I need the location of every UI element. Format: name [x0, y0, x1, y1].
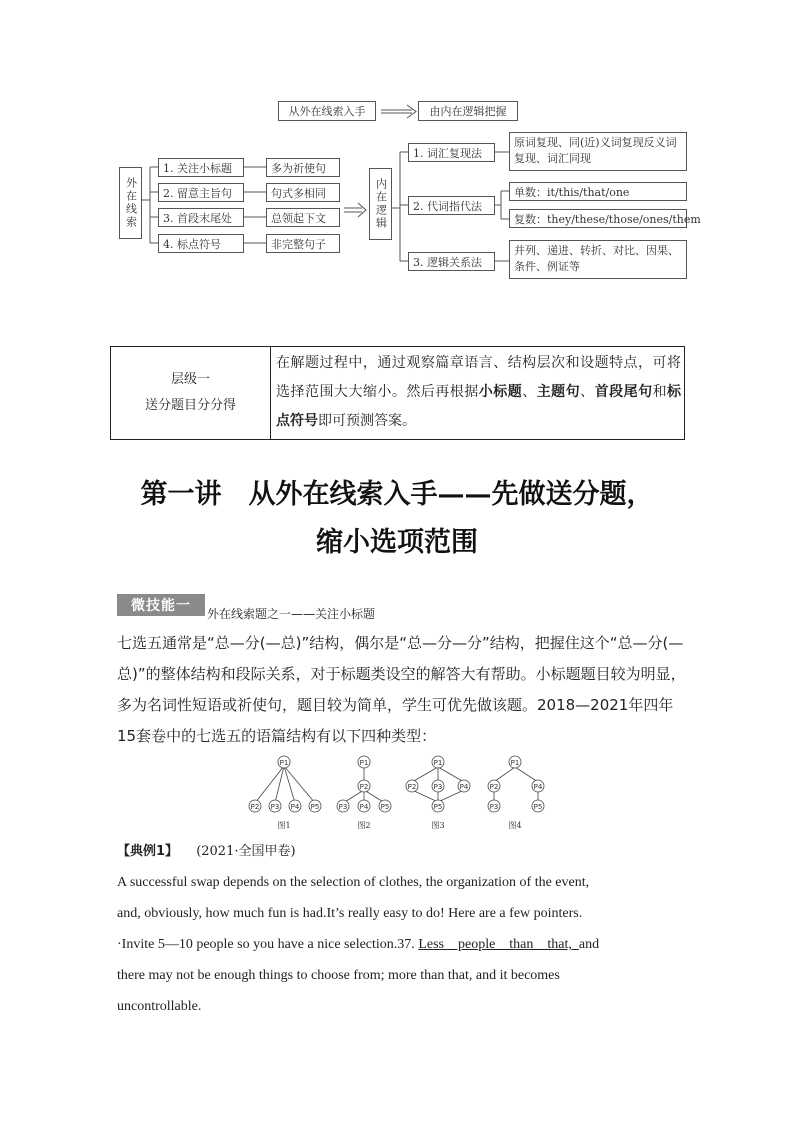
node-label: P1	[510, 759, 520, 767]
outer-item-label: 4. 标点符号	[158, 234, 244, 253]
node-label: P3	[433, 783, 443, 791]
passage-line	[117, 937, 677, 953]
node-label: P3	[270, 803, 280, 811]
outer-item-label: 2. 留意主旨句	[158, 183, 244, 202]
inner-item-detail: 单数：it/this/that/one	[509, 182, 687, 201]
passage-line: uncontrollable.	[117, 999, 202, 1014]
outer-item-result: 非完整句子	[266, 234, 340, 253]
figure-label: 图1	[277, 821, 291, 830]
desc-sep: 、	[522, 384, 537, 400]
example-header	[117, 840, 296, 859]
node-label: P5	[433, 803, 443, 811]
node-label: P5	[380, 803, 390, 811]
figure-label: 图3	[431, 821, 445, 830]
node-label: P3	[338, 803, 348, 811]
answer-underlined: Less people than that,	[418, 937, 579, 952]
outer-item-label: 3. 首段末尾处	[158, 208, 244, 227]
structure-diagrams	[240, 755, 560, 835]
keyword: 标点符号	[276, 384, 682, 429]
level-subtitle: 送分题目分分得	[144, 398, 236, 413]
node-label: P1	[433, 759, 443, 767]
inner-item-label: 3. 逻辑关系法	[408, 252, 495, 271]
intro-paragraph	[117, 628, 687, 752]
example-label: 【典例1】	[117, 844, 179, 859]
node-label: P4	[459, 783, 469, 791]
node-label: P5	[533, 803, 543, 811]
passage	[117, 875, 677, 1025]
intro-text: 七选五通常是“总—分(—总)”结构，偶尔是“总—分—分”结构，把握住这个“总—分(—总)”的整体结构和段际关系，对于标题类设空的解答大有帮助。小标题题目较为明显，多为名词性短语或祈使句，题目较为简单，学生可优先做该题。2018—2021年四年15套卷中的七选五的语篇结构有以下四种类型：	[117, 634, 686, 745]
inner-item-label: 1. 词汇复现法	[408, 143, 495, 162]
node-label: P1	[279, 759, 289, 767]
passage-text: and	[578, 937, 600, 952]
outer-clue-header: 从外在线索入手	[278, 101, 376, 121]
keyword: 首段尾句	[594, 384, 653, 400]
outer-item-result: 多为祈使句	[266, 158, 340, 177]
node-label: P2	[489, 783, 499, 791]
node-label: P4	[290, 803, 300, 811]
keyword: 小标题	[478, 384, 523, 400]
figure-label: 图2	[357, 821, 371, 830]
passage-line: and, obviously, how much fun is had.It’s really easy to do! Here are a few pointers.	[117, 906, 583, 921]
desc-text: 在解题过程中，通过观察篇章语言、结构层次和设题特点，可将选择范围大大缩小。然后再根据	[276, 355, 681, 400]
level-description	[276, 349, 681, 436]
level-label: 层级一	[170, 372, 210, 387]
inner-item-detail: 并列、递进、转折、对比、因果、条件、例证等	[509, 240, 687, 279]
outer-item-label: 1. 关注小标题	[158, 158, 244, 177]
figure-label: 图4	[508, 821, 522, 830]
inner-item-detail: 复数：they/these/those/ones/them	[509, 209, 687, 228]
inner-item-detail: 原词复现、同(近)义词复现反义词复现、词汇同现	[509, 132, 687, 171]
keyword: 主题句	[536, 384, 581, 400]
passage-text: ·Invite 5—10 people so you have a nice selection.37.	[117, 937, 419, 952]
lecture-title-line2: 缩小选项范围	[316, 527, 478, 558]
node-label: P4	[359, 803, 369, 811]
passage-line: there may not be enough things to choose from; more than that, and it becomes	[117, 968, 560, 983]
skill-badge: 微技能一	[117, 594, 205, 616]
desc-text: 即可预测答案。	[318, 413, 416, 429]
inner-logic-header: 由内在逻辑把握	[418, 101, 518, 121]
node-label: P2	[359, 783, 369, 791]
outer-item-result: 句式多相同	[266, 183, 340, 202]
desc-sep: 和	[652, 384, 668, 400]
node-label: P3	[489, 803, 499, 811]
node-label: P1	[359, 759, 369, 767]
node-label: P4	[533, 783, 543, 791]
lecture-title: 第一讲 从外在线索入手——先做送分题，	[140, 479, 654, 510]
outer-clue-label: 外在线索	[119, 167, 142, 239]
inner-item-label: 2. 代词指代法	[408, 196, 495, 215]
desc-sep: 、	[580, 384, 595, 400]
passage-line: A successful swap depends on the selection of clothes, the organization of the event,	[117, 875, 590, 890]
outer-item-result: 总领起下文	[266, 208, 340, 227]
node-label: P2	[250, 803, 260, 811]
level-table	[110, 346, 685, 440]
example-source: (2021·全国甲卷)	[196, 844, 296, 859]
inner-logic-label: 内在逻辑	[369, 168, 392, 240]
skill-subtitle: 外在线索题之一——关注小标题	[207, 607, 376, 621]
node-label: P2	[407, 783, 417, 791]
level-table-left-cell	[111, 347, 271, 439]
node-label: P5	[310, 803, 320, 811]
